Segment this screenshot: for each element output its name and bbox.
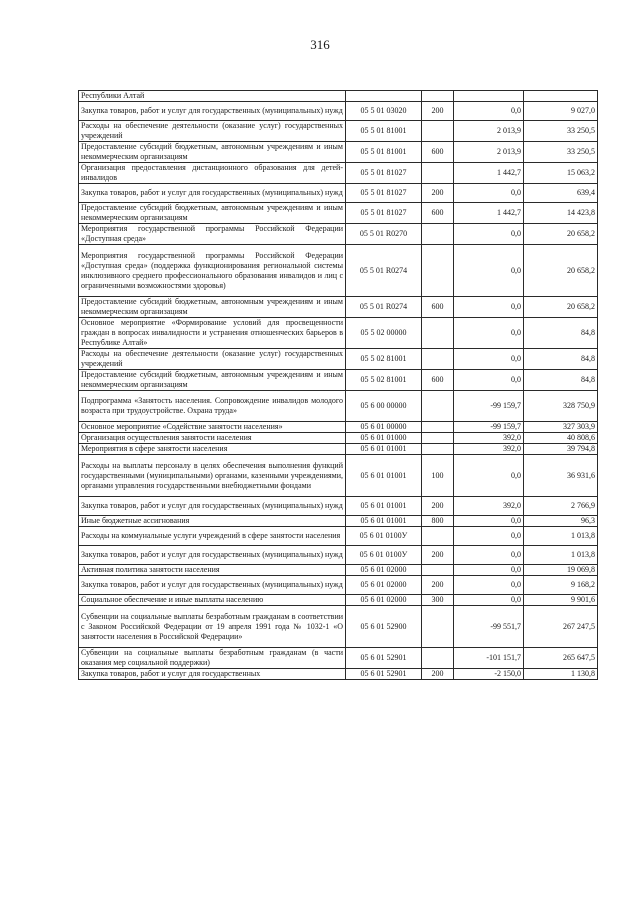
row-expense-type: 100 [422, 455, 454, 497]
row-code: 05 5 01 81001 [346, 121, 422, 142]
row-code: 05 5 01 03020 [346, 102, 422, 121]
row-name: Предоставление субсидий бюджетным, автономным учреждениям и иным некоммерческим организациям [79, 370, 346, 391]
row-name: Основное мероприятие «Содействие занятости населения» [79, 422, 346, 433]
row-code: 05 5 01 R0274 [346, 245, 422, 297]
row-expense-type: 600 [422, 203, 454, 224]
table-row [79, 576, 598, 595]
row-change-amount: 0,0 [454, 565, 524, 576]
row-change-amount: 0,0 [454, 546, 524, 565]
row-total-amount: 1 013,8 [524, 546, 598, 565]
table-row [79, 527, 598, 546]
row-total-amount: 20 658,2 [524, 245, 598, 297]
row-total-amount: 1 013,8 [524, 527, 598, 546]
row-name: Закупка товаров, работ и услуг для государственных (муниципальных) нужд [79, 184, 346, 203]
row-total-amount: 265 647,5 [524, 648, 598, 669]
row-code: 05 6 01 0100У [346, 546, 422, 565]
row-expense-type: 200 [422, 669, 454, 680]
table-row [79, 546, 598, 565]
row-name: Закупка товаров, работ и услуг для государственных [79, 669, 346, 680]
row-change-amount: 1 442,7 [454, 163, 524, 184]
row-total-amount: 84,8 [524, 349, 598, 370]
row-total-amount: 328 750,9 [524, 391, 598, 422]
row-name: Закупка товаров, работ и услуг для государственных (муниципальных) нужд [79, 497, 346, 516]
row-change-amount: 0,0 [454, 184, 524, 203]
row-name: Предоставление субсидий бюджетным, автономным учреждениям и иным некоммерческим организациям [79, 203, 346, 224]
row-name: Субвенции на социальные выплаты безработным гражданам в соответствии с Законом Российской Федерации от 19 апреля 1991 года № 1032-1 «О занятости населения в Российской Федерации» [79, 606, 346, 648]
row-change-amount: 0,0 [454, 576, 524, 595]
row-code: 05 6 01 52901 [346, 669, 422, 680]
row-code: 05 6 01 52900 [346, 606, 422, 648]
row-change-amount: 0,0 [454, 595, 524, 606]
row-change-amount: 2 013,9 [454, 121, 524, 142]
table-row [79, 444, 598, 455]
row-total-amount: 84,8 [524, 318, 598, 349]
row-name: Организация предоставления дистанционного образования для детей-инвалидов [79, 163, 346, 184]
table-row [79, 370, 598, 391]
row-total-amount: 20 658,2 [524, 224, 598, 245]
row-name: Предоставление субсидий бюджетным, автономным учреждениям и иным некоммерческим организациям [79, 297, 346, 318]
row-name: Расходы на выплаты персоналу в целях обеспечения выполнения функций государственными (муниципальными) органами, казенными учреждениями, органами управления государственными внебюджетными фондами [79, 455, 346, 497]
row-total-amount: 36 931,6 [524, 455, 598, 497]
table-row [79, 297, 598, 318]
row-name: Закупка товаров, работ и услуг для государственных (муниципальных) нужд [79, 102, 346, 121]
row-code: 05 6 01 01000 [346, 433, 422, 444]
row-code: 05 5 01 81027 [346, 163, 422, 184]
row-expense-type: 300 [422, 595, 454, 606]
row-expense-type [422, 318, 454, 349]
row-expense-type: 800 [422, 516, 454, 527]
row-name: Активная политика занятости населения [79, 565, 346, 576]
row-name: Социальное обеспечение и иные выплаты населению [79, 595, 346, 606]
row-total-amount: 2 766,9 [524, 497, 598, 516]
table-row [79, 455, 598, 497]
row-code: 05 5 01 R0274 [346, 297, 422, 318]
row-name: Мероприятия государственной программы Российской Федерации «Доступная среда» [79, 224, 346, 245]
page-number: 316 [310, 37, 330, 52]
row-total-amount: 1 130,8 [524, 669, 598, 680]
row-change-amount: 0,0 [454, 318, 524, 349]
row-change-amount: 392,0 [454, 433, 524, 444]
row-expense-type: 600 [422, 142, 454, 163]
row-total-amount: 39 794,8 [524, 444, 598, 455]
table-row [79, 163, 598, 184]
row-expense-type: 200 [422, 497, 454, 516]
row-expense-type [422, 606, 454, 648]
row-name: Закупка товаров, работ и услуг для государственных (муниципальных) нужд [79, 576, 346, 595]
row-name: Подпрограмма «Занятость населения. Сопровождение инвалидов молодого возраста при трудоустройстве. Охрана труда» [79, 391, 346, 422]
row-total-amount: 267 247,5 [524, 606, 598, 648]
row-total-amount: 84,8 [524, 370, 598, 391]
row-code: 05 6 01 01001 [346, 444, 422, 455]
row-code: 05 5 02 00000 [346, 318, 422, 349]
table-row [79, 91, 598, 102]
table-row [79, 245, 598, 297]
row-expense-type [422, 91, 454, 102]
row-change-amount: -101 151,7 [454, 648, 524, 669]
row-expense-type [422, 565, 454, 576]
table-row [79, 203, 598, 224]
row-change-amount: 0,0 [454, 455, 524, 497]
row-change-amount: 2 013,9 [454, 142, 524, 163]
table-row [79, 565, 598, 576]
row-expense-type: 200 [422, 102, 454, 121]
row-total-amount: 639,4 [524, 184, 598, 203]
row-code: 05 6 01 52901 [346, 648, 422, 669]
row-code: 05 6 01 0100У [346, 527, 422, 546]
row-expense-type: 600 [422, 297, 454, 318]
row-change-amount: -99 551,7 [454, 606, 524, 648]
row-name: Закупка товаров, работ и услуг для государственных (муниципальных) нужд [79, 546, 346, 565]
row-expense-type: 600 [422, 370, 454, 391]
row-change-amount: 392,0 [454, 497, 524, 516]
row-expense-type [422, 422, 454, 433]
row-expense-type [422, 391, 454, 422]
row-code: 05 6 01 01001 [346, 497, 422, 516]
row-name: Основное мероприятие «Формирование условий для просвещенности граждан в вопросах инвалидности и устранения отношенческих барьеров в Республике Алтай» [79, 318, 346, 349]
row-code: 05 6 01 01001 [346, 455, 422, 497]
table-row [79, 224, 598, 245]
row-change-amount: -2 150,0 [454, 669, 524, 680]
row-change-amount: -99 159,7 [454, 422, 524, 433]
table-row [79, 184, 598, 203]
row-change-amount: -99 159,7 [454, 391, 524, 422]
row-name: Иные бюджетные ассигнования [79, 516, 346, 527]
row-code: 05 5 02 81001 [346, 370, 422, 391]
row-expense-type: 200 [422, 576, 454, 595]
row-name: Организация осуществления занятости населения [79, 433, 346, 444]
row-total-amount: 19 069,8 [524, 565, 598, 576]
table-row [79, 606, 598, 648]
row-expense-type [422, 163, 454, 184]
row-change-amount: 0,0 [454, 102, 524, 121]
row-change-amount: 0,0 [454, 516, 524, 527]
row-code [346, 91, 422, 102]
row-code: 05 6 01 02000 [346, 576, 422, 595]
row-total-amount: 9 168,2 [524, 576, 598, 595]
row-expense-type [422, 527, 454, 546]
row-code: 05 6 01 02000 [346, 565, 422, 576]
row-change-amount: 0,0 [454, 245, 524, 297]
row-name: Предоставление субсидий бюджетным, автономным учреждениям и иным некоммерческим организациям [79, 142, 346, 163]
row-code: 05 5 01 81027 [346, 203, 422, 224]
row-expense-type [422, 433, 454, 444]
row-change-amount: 0,0 [454, 349, 524, 370]
table-row [79, 318, 598, 349]
row-code: 05 5 01 R0270 [346, 224, 422, 245]
row-expense-type [422, 121, 454, 142]
row-total-amount: 40 808,6 [524, 433, 598, 444]
table-row [79, 648, 598, 669]
row-code: 05 6 01 02000 [346, 595, 422, 606]
row-name: Расходы на обеспечение деятельности (оказание услуг) государственных учреждений [79, 121, 346, 142]
row-name: Мероприятия в сфере занятости населения [79, 444, 346, 455]
row-total-amount: 327 303,9 [524, 422, 598, 433]
row-code: 05 6 00 00000 [346, 391, 422, 422]
budget-table [78, 90, 598, 680]
row-total-amount: 9 027,0 [524, 102, 598, 121]
table-row [79, 121, 598, 142]
table-row [79, 516, 598, 527]
row-name: Мероприятия государственной программы Российской Федерации «Доступная среда» (поддержка функционирования региональной системы инклюзивного среднего профессионального образования инвалидов и лиц с ограниченными возможностями здоровья) [79, 245, 346, 297]
row-total-amount: 33 250,5 [524, 121, 598, 142]
row-name: Расходы на коммунальные услуги учреждений в сфере занятости населения [79, 527, 346, 546]
row-total-amount: 96,3 [524, 516, 598, 527]
row-change-amount: 0,0 [454, 224, 524, 245]
row-change-amount: 0,0 [454, 527, 524, 546]
table-row [79, 595, 598, 606]
row-expense-type: 200 [422, 546, 454, 565]
table-row [79, 497, 598, 516]
row-total-amount: 15 063,2 [524, 163, 598, 184]
row-change-amount: 0,0 [454, 370, 524, 391]
row-expense-type [422, 648, 454, 669]
row-name: Республики Алтай [79, 91, 346, 102]
row-name: Расходы на обеспечение деятельности (оказание услуг) государственных учреждений [79, 349, 346, 370]
row-expense-type [422, 224, 454, 245]
row-expense-type [422, 349, 454, 370]
row-change-amount: 1 442,7 [454, 203, 524, 224]
row-change-amount: 0,0 [454, 297, 524, 318]
row-change-amount: 392,0 [454, 444, 524, 455]
row-total-amount: 33 250,5 [524, 142, 598, 163]
table-row [79, 391, 598, 422]
row-total-amount: 9 901,6 [524, 595, 598, 606]
row-expense-type [422, 444, 454, 455]
row-total-amount: 20 658,2 [524, 297, 598, 318]
table-row [79, 349, 598, 370]
row-code: 05 5 01 81001 [346, 142, 422, 163]
row-expense-type [422, 245, 454, 297]
row-total-amount [524, 91, 598, 102]
row-code: 05 6 01 01001 [346, 516, 422, 527]
row-change-amount [454, 91, 524, 102]
table-row [79, 422, 598, 433]
table-row [79, 142, 598, 163]
row-total-amount: 14 423,8 [524, 203, 598, 224]
row-expense-type: 200 [422, 184, 454, 203]
table-row [79, 102, 598, 121]
row-code: 05 5 01 81027 [346, 184, 422, 203]
row-code: 05 5 02 81001 [346, 349, 422, 370]
row-name: Субвенции на социальные выплаты безработным гражданам (в части оказания мер социальной поддержки) [79, 648, 346, 669]
table-row [79, 433, 598, 444]
table-row [79, 669, 598, 680]
row-code: 05 6 01 00000 [346, 422, 422, 433]
